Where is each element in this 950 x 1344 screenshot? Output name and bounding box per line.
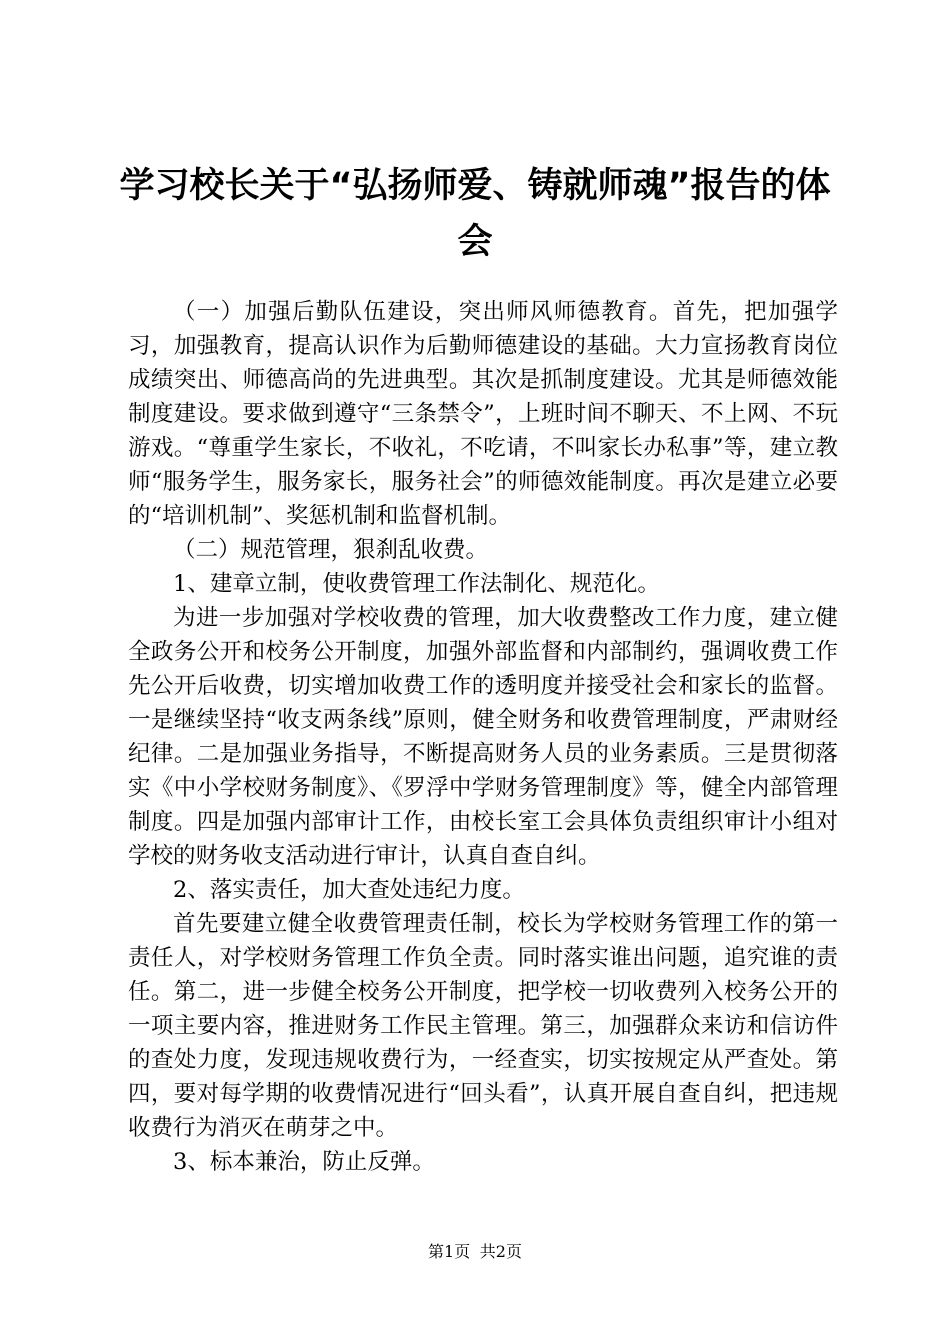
paragraph-logistics-team: （一）加强后勤队伍建设，突出师风师德教育。首先，把加强学习，加强教育，提高认识作为后勤师德建设的基础。大力宣扬教育岗位成绩突出、师德高尚的先进典型。其次是抓制度建设。尤其是师德效能制度建设。要求做到遵守“三条禁令”，上班时间不聊天、不上网、不玩游戏。“尊重学生家长，不收礼，不吃请，不叫家长办私事”等，建立教师“服务学生，服务家长，服务社会”的师德效能制度。再次是建立必要的“培训机制”、奖惩机制和监督机制。 (128, 299, 838, 529)
heading-rules-system: 1、建章立制，使收费管理工作法制化、规范化。 (173, 571, 660, 597)
paragraph-responsibility-system: 首先要建立健全收费管理责任制，校长为学校财务管理工作的第一责任人，对学校财务管理工作负全责。同时落实谁出问题，追究谁的责任。第二，进一步健全校务公开制度，把学校一切收费列入校务公开的一项主要内容，推进财务工作民主管理。第三，加强群众来访和信访件的查处力度，发现违规收费行为，一经查实，切实按规定从严查处。第四，要对每学期的收费情况进行“回头看”，认真开展自查自纠，把违规收费行为消灭在萌芽之中。 (128, 911, 838, 1141)
paragraph-fee-management: 为进一步加强对学校收费的管理，加大收费整改工作力度，建立健全政务公开和校务公开制度，加强外部监督和内部制约，强调收费工作先公开后收费，切实增加收费工作的透明度并接受社会和家长的监督。一是继续坚持“收支两条线”原则，健全财务和收费管理制度，严肃财经纪律。二是加强业务指导，不断提高财务人员的业务素质。三是贯彻落实《中小学校财务制度》、《罗浮中学财务管理制度》等，健全内部管理制度。四是加强内部审计工作，由校长室工会具体负责组织审计小组对学校的财务收支活动进行审计，认真自查自纠。 (128, 605, 838, 869)
heading-responsibility: 2、落实责任，加大查处违纪力度。 (173, 877, 525, 903)
heading-standardize-management: （二）规范管理，狠刹乱收费。 (173, 537, 489, 563)
heading-prevent-rebound: 3、标本兼治，防止反弹。 (173, 1149, 435, 1175)
document-body (128, 295, 838, 1179)
page-total: 共2页 (479, 1242, 522, 1261)
document-title: 学习校长关于“弘扬师爱、铸就师魂”报告的体会 (119, 166, 831, 262)
page-number: 第1页 (428, 1242, 471, 1261)
page-footer (0, 1242, 950, 1262)
